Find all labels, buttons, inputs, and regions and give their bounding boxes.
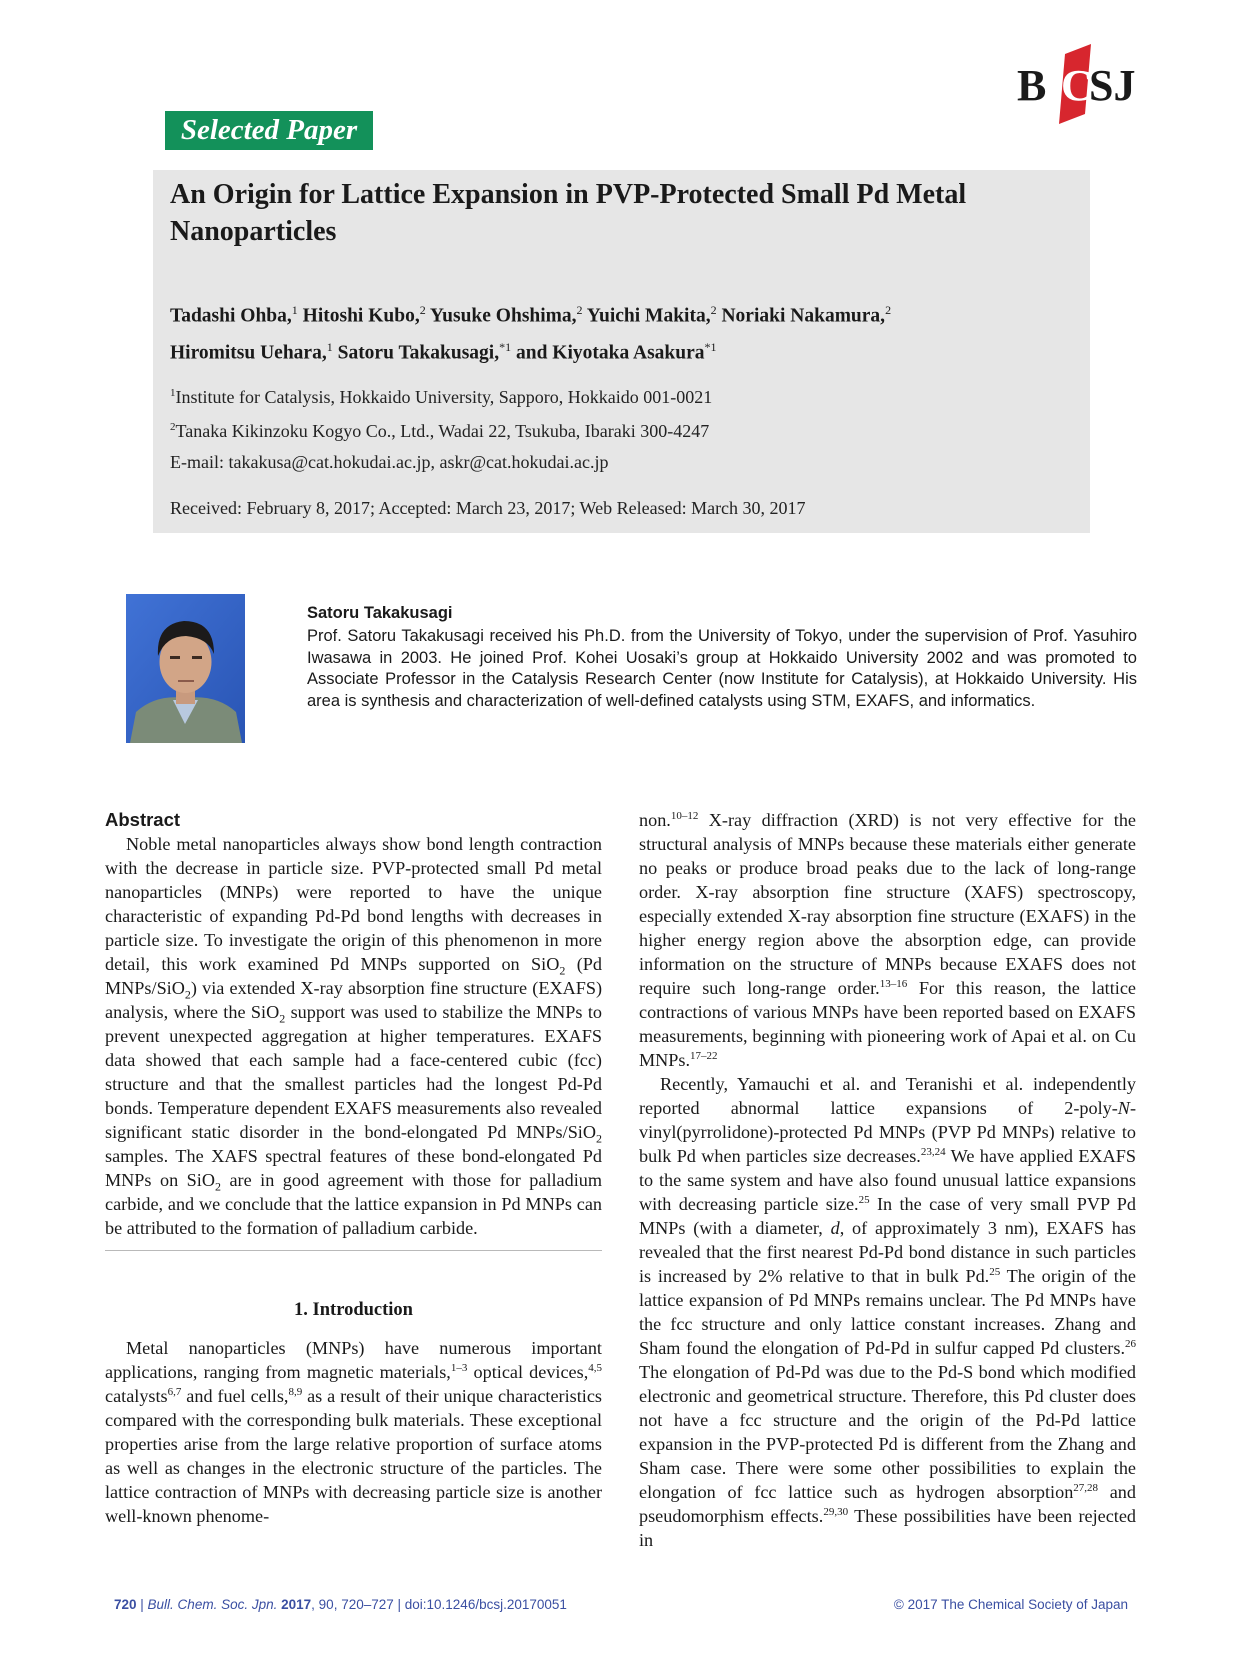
abstract-heading: Abstract xyxy=(105,809,181,830)
affiliation-1: $^1$Institute for Catalysis, Hokkaido University, Sapporo, Hokkaido 001-0021 xyxy=(170,387,713,407)
bio-text: Prof. Satoru Takakusagi received his Ph.D. from the University of Tokyo, under the supervision of Prof. Yasuhiro Iwasawa in 2003. He joined Prof. Kohei Uosaki’s group at Hokkaido University 2002 and was promoted to Associate Professor in the Catalysis Research Center (now Institute for Catalysis), at Hokkaido University. His area is synthesis and characterization of well-defined catalysts using STM, EXAFS, and informatics. xyxy=(307,627,1137,710)
contact-email: E-mail: takakusa@cat.hokudai.ac.jp, askr@cat.hokudai.ac.jp xyxy=(170,452,609,472)
affiliation-2: $^2$Tanaka Kikinzoku Kogyo Co., Ltd., Wadai 22, Tsukuba, Ibaraki 300-4247 xyxy=(170,421,710,441)
abstract-text: Noble metal nanoparticles always show bond length contraction with the decrease in particle size. PVP-protected small Pd metal nanoparticles (MNPs) were reported to have the unique characteristic of expanding Pd-Pd bond lengths with decreases in particle size. To investigate the origin of this phenomenon in more detail, this work examined Pd MNPs supported on SiO$_2$ (Pd MNPs/SiO$_2$) via extended X-ray absorption fine structure (EXAFS) analysis, where the SiO$_2$ support was used to stabilize the MNPs to prevent unexpected aggregation at higher temperatures. EXAFS data showed that each sample had a face-centered cubic (fcc) structure and that the smallest particles had the longest Pd-Pd bonds. Temperature dependent EXAFS measurements also revealed significant static disorder in the bond-elongated Pd MNPs/SiO$_2$ samples. The XAFS spectral features of these bond-elongated Pd MNPs on SiO$_2$ are in good agreement with those for palladium carbide, and we conclude that the lattice expansion in Pd MNPs can be attributed to the formation of palladium carbide. xyxy=(105,834,603,1238)
footer-citation: 720 | Bull. Chem. Soc. Jpn. 2017, 90, 720–727 | doi:10.1246/bcsj.20170051 xyxy=(114,1597,567,1612)
author: Hitoshi Kubo, xyxy=(302,305,420,327)
left-column xyxy=(105,808,602,1528)
author-list: Tadashi Ohba,$^1$ Hitoshi Kubo,$^2$ Yusuke Ohshima,$^2$ Yuichi Makita,$^2$ Noriaki Nakamura,$^2$ Hiromitsu Uehara,$^1$ Satoru Takakusagi,$^{*1}$ and Kiyotaka Asakura$^{*1}$ xyxy=(170,303,892,363)
body-paragraph: non.$^{10-12}$ X-ray diffraction (XRD) is not very effective for the structural analysis of MNPs because these materials either generate no peaks or produce broad peaks due to the lack of long-range order. X-ray absorption fine structure (XAFS) spectroscopy, especially extended X-ray absorption fine structure (EXAFS) in the higher energy region above the absorption edge, can provide information on the structure of MNPs because EXAFS does not require such long-range order.$^{13-16}$ For this reason, the lattice contractions of various MNPs have been reported based on EXAFS measurements, beginning with pioneering work of Apai et al. on Cu MNPs.$^{17-22}$ xyxy=(639,809,1136,1070)
author: Noriaki Nakamura, xyxy=(721,305,886,327)
author: Hiromitsu Uehara, xyxy=(170,342,327,363)
footer-copyright: © 2017 The Chemical Society of Japan xyxy=(893,1597,1128,1612)
author: Tadashi Ohba, xyxy=(170,305,292,327)
author: and Kiyotaka Asakura xyxy=(515,342,705,363)
paper-title: An Origin for Lattice Expansion in PVP-Protected Small Pd Metal Nanoparticles xyxy=(170,179,967,247)
author: Satoru Takakusagi, xyxy=(337,342,500,363)
author-photo xyxy=(126,594,245,743)
abstract-divider xyxy=(105,1250,602,1251)
svg-text:B: B xyxy=(1017,61,1047,110)
svg-text:SJ: SJ xyxy=(1089,61,1135,110)
right-column xyxy=(639,808,1136,1552)
section-heading: 1. Introduction xyxy=(294,1300,413,1320)
bcsj-logo xyxy=(1015,44,1135,128)
svg-text:C: C xyxy=(1061,61,1093,110)
bio-name: Satoru Takakusagi xyxy=(307,604,453,622)
author: Yusuke Ohshima, xyxy=(429,305,577,327)
body-paragraph: Recently, Yamauchi et al. and Teranishi et al. independently reported abnormal lattice expansions of 2-poly-N-vinyl(pyrrolidone)-protected Pd MNPs (PVP Pd MNPs) relative to bulk Pd when particles size decreases.$^{23,24}$ We have applied EXAFS to the same system and have also found unusual lattice expansions with decreasing particle size.$^{25}$ In the case of very small PVP Pd MNPs (with a diameter, d, of approximately 3 nm), EXAFS has revealed that the first nearest Pd-Pd bond distance in such particles is increased by 2% relative to that in bulk Pd.$^{25}$ The origin of the lattice expansion of Pd MNPs remains unclear. The Pd MNPs have the fcc structure and only lattice constant increases. Zhang and Sham found the elongation of Pd-Pd in sulfur capped Pd clusters.$^{26}$ The elongation of Pd-Pd was due to the Pd-S bond which modified electronic and geometrical structure. Therefore, this Pd cluster does not have a fcc structure and the origin of the Pd-Pd lattice expansion in the PVP-protected Pd is different from the Zhang and Sham case. There were some other possibilities to explain the elongation of fcc lattice such as hydrogen absorption$^{27,28}$ and pseudomorphism effects.$^{29,30}$ These possibilities have been rejected in xyxy=(639,1074,1136,1550)
intro-paragraph: Metal nanoparticles (MNPs) have numerous important applications, ranging from magnetic materials,$^{1-3}$ optical devices,$^{4,5}$ catalysts$^{6,7}$ and fuel cells,$^{8,9}$ as a result of their unique characteristics compared with the corresponding bulk materials. These exceptional properties arise from the large relative proportion of surface atoms as well as changes in the electronic structure of the particles. The lattice contraction of MNPs with decreasing particle size is another well-known phenome- xyxy=(105,1338,603,1526)
bcsj-logo-icon xyxy=(1015,44,1135,128)
section-tag: Selected Paper xyxy=(165,111,373,150)
received-dates: Received: February 8, 2017; Accepted: March 23, 2017; Web Released: March 30, 2017 xyxy=(170,498,806,518)
author: Yuichi Makita, xyxy=(586,305,711,327)
portrait-image xyxy=(126,594,245,743)
